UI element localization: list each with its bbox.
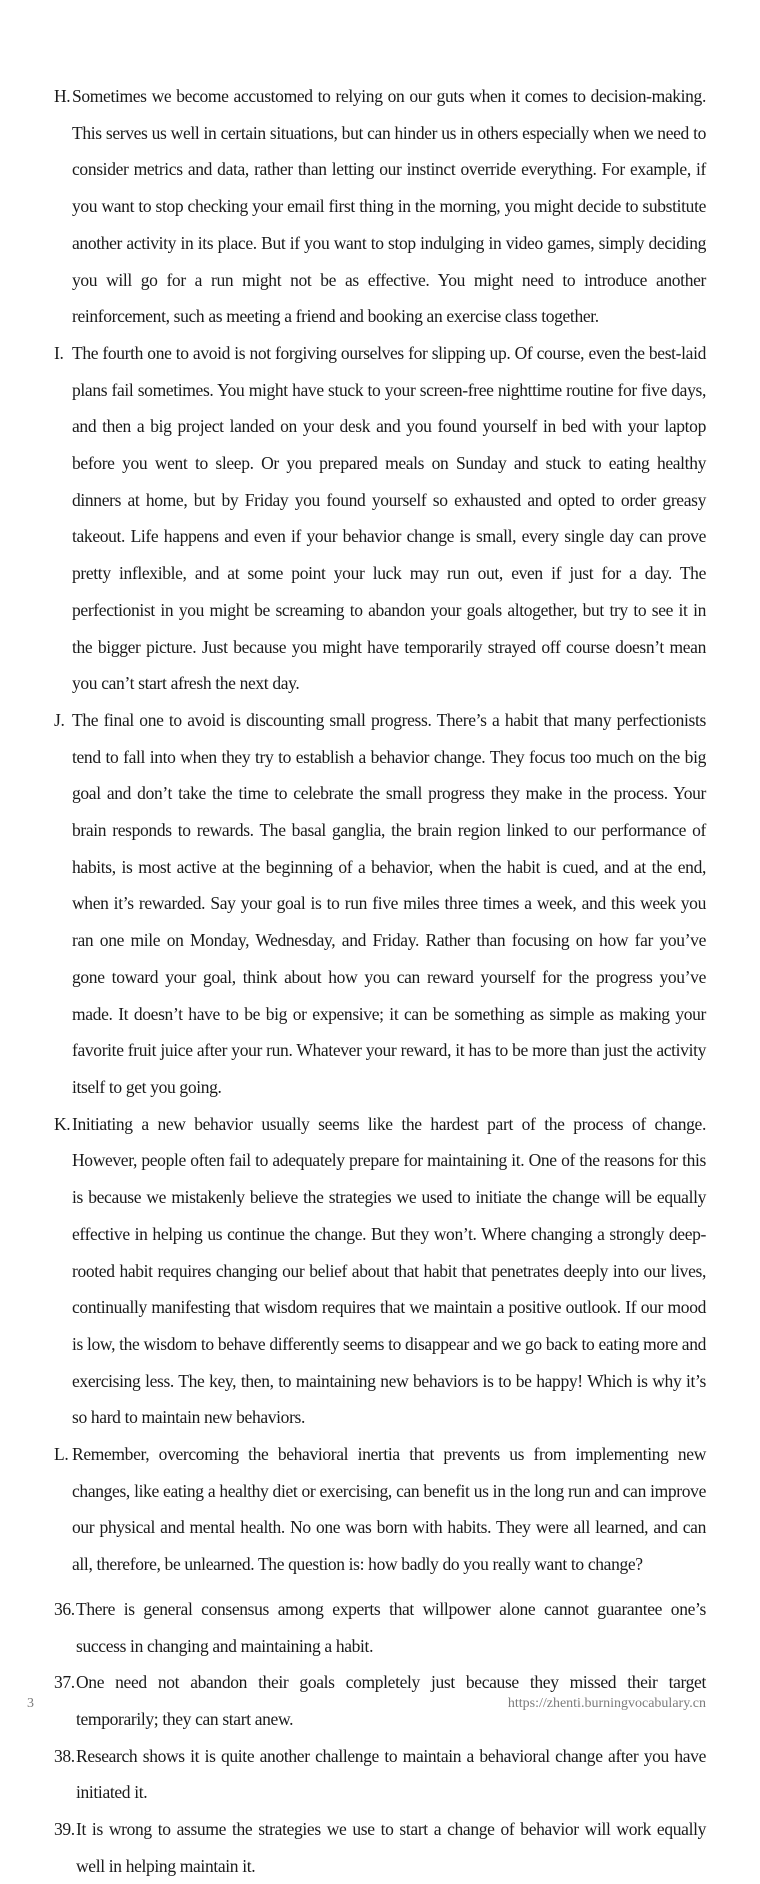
paragraph-label: K. xyxy=(54,1113,71,1134)
footer-url-link[interactable]: https://zhenti.burningvocabulary.cn xyxy=(507,1696,706,1711)
page-number: 3 xyxy=(27,1696,34,1711)
paragraph-j xyxy=(54,702,706,1106)
question-text: There is general consensus among experts that willpower alone cannot guarantee one’s success in changing and maintaining a habit. xyxy=(76,1598,706,1656)
paragraph-label: I. xyxy=(54,342,64,363)
paragraph-text: Sometimes we become accustomed to relying on our guts when it comes to decision-making. This serves us well in certain situations, but can hinder us in others especially when we need to consider metrics and data, rather than letting our instinct override everything. For example, if you want to stop checking your email first thing in the morning, you might decide to substitute another activity in its place. But if you want to stop indulging in video games, simply deciding you will go for a run might not be as effective. You might need to introduce another reinforcement, such as meeting a friend and booking an exercise class together. xyxy=(72,86,706,327)
question-number: 37. xyxy=(54,1672,75,1693)
paragraph-label: H. xyxy=(54,86,71,106)
paragraph-k xyxy=(54,1106,706,1436)
paragraph-text: The fourth one to avoid is not forgiving ourselves for slipping up. Of course, even the best-laid plans fail sometimes. You might have stuck to your screen-free nighttime routine for five days, and then a big project landed on your desk and you found yourself in bed with your laptop before you went to sleep. Or you prepared meals on Sunday and stuck to eating healthy dinners at home, but by Friday you found yourself so exhausted and opted to order greasy takeout. Life happens and even if your behavior change is small, every single day can prove pretty inflexible, and at some point your luck may run out, even if just for a day. The perfectionist in you might be screaming to abandon your goals altogether, but try to see it in the bigger picture. Just because you might have temporarily strayed off course doesn’t mean you can’t start afresh the next day. xyxy=(72,342,706,694)
paragraph-h xyxy=(54,78,706,335)
question-39 xyxy=(54,1811,706,1884)
question-36 xyxy=(54,1591,706,1664)
question-number: 39. xyxy=(54,1819,75,1840)
question-text: It is wrong to assume the strategies we use to start a change of behavior will work equally well in helping maintain it. xyxy=(76,1819,706,1876)
paragraph-text: The final one to avoid is discounting small progress. There’s a habit that many perfectionists tend to fall into when they try to establish a behavior change. They focus too much on the big goal and don’t take the time to celebrate the small progress they make in the process. Your brain responds to rewards. The basal ganglia, the brain region linked to our performance of habits, is most active at the beginning of a behavior, when the habit is cued, and at the end, when it’s rewarded. Say your goal is to run five miles three times a week, and this week you ran one mile on Monday, Wednesday, and Friday. Rather than focusing on how far you’ve gone toward your goal, think about how you can reward yourself for the progress you’ve made. It doesn’t have to be big or expensive; it can be something as simple as making your favorite fruit juice after your run. Whatever your reward, it has to be more than just the activity itself to get you going. xyxy=(72,709,706,1097)
paragraph-i xyxy=(54,335,706,702)
question-list xyxy=(54,1591,706,1884)
question-text: Research shows it is quite another challenge to maintain a behavioral change after you have initiated it. xyxy=(76,1745,706,1803)
passage xyxy=(54,78,706,1583)
paragraph-text: Remember, overcoming the behavioral inertia that prevents us from implementing new changes, like eating a healthy diet or exercising, can benefit us in the long run and can improve our physical and mental health. No one was born with habits. They were all learned, and can all, therefore, be unlearned. The question is: how badly do you really want to change? xyxy=(72,1444,706,1575)
question-number: 38. xyxy=(54,1745,75,1766)
document-body xyxy=(54,78,706,1884)
question-38 xyxy=(54,1738,706,1811)
paragraph-l xyxy=(54,1436,706,1583)
paragraph-label: L. xyxy=(54,1444,69,1465)
paragraph-label: J. xyxy=(54,709,65,730)
paragraph-text: Initiating a new behavior usually seems like the hardest part of the process of change. However, people often fail to adequately prepare for maintaining it. One of the reasons for this is because we mistakenly believe the strategies we used to initiate the change will be equally effective in helping us continue the change. But they won’t. Where changing a strongly deep-rooted habit requires changing our belief about that habit that penetrates deeply into our lives, continually manifesting that wisdom requires that we maintain a positive outlook. If our mood is low, the wisdom to behave differently seems to disappear and we go back to eating more and exercising less. The key, then, to maintaining new behaviors is to be happy! Which is why it’s so hard to maintain new behaviors. xyxy=(72,1113,706,1428)
question-number: 36. xyxy=(54,1598,75,1619)
question-text: One need not abandon their goals completely just because they missed their target temporarily; they can start anew. xyxy=(76,1672,706,1729)
